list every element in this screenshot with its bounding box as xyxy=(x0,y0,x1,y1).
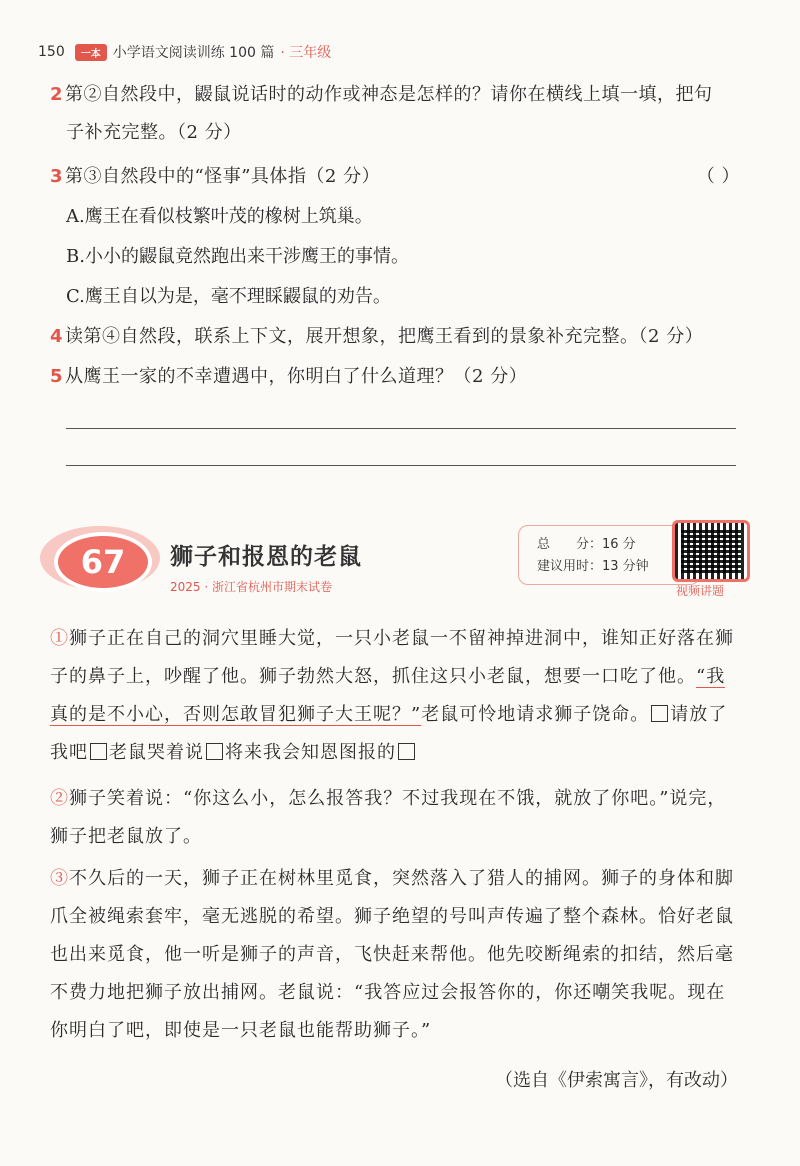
story-title: 狮子和报恩的老鼠 xyxy=(170,544,362,570)
question-text-cont: 子补充完整。（2 分） xyxy=(66,122,242,143)
paragraph-2 xyxy=(50,780,740,856)
paragraph-marker: ② xyxy=(50,788,69,809)
question-text: 第②自然段中，鼹鼠说话时的动作或神态是怎样的？请你在横线上填一填，把句 xyxy=(65,84,713,105)
question-text: 从鹰王一家的不幸遭遇中，你明白了什么道理？（2 分） xyxy=(65,366,528,387)
punctuation-box[interactable] xyxy=(206,743,223,760)
question-text: 读第④自然段，联系上下文，展开想象，把鹰王看到的景象补充完整。（2 分） xyxy=(65,326,704,347)
paragraph-text: 请放了我吧 xyxy=(50,704,728,763)
option-c: C.鹰王自以为是，毫不理睬鼹鼠的劝告。 xyxy=(66,286,391,307)
question-number: 5 xyxy=(50,366,64,387)
paragraph-text: 不久后的一天，狮子正在树林里觅食，突然落入了猎人的捕网。狮子的身体和脚爪全被绳索套牢，毫无逃脱的希望。狮子绝望的号叫声传遍了整个森林。恰好老鼠也出来觅食，他一听是狮子的声音，飞快赶来帮他。他先咬断绳索的扣结，然后毫不费力地把狮子放出捕网。老鼠说：“我答应过会报答你的，你还嘲笑我呢。现在你明白了吧，即使是一只老鼠也能帮助狮子。” xyxy=(50,868,734,1041)
grade-label: · 三年级 xyxy=(280,45,332,61)
paragraph-text: 狮子笑着说：“你这么小，怎么报答我？不过我现在不饿，就放了你吧。”说完，狮子把老鼠放了。 xyxy=(50,788,727,847)
question-number: 4 xyxy=(50,326,64,347)
question-4 xyxy=(50,322,750,352)
suggested-time: 建议用时：13 分钟 xyxy=(537,559,649,574)
underlined-sentence: “我真的是不小心，否则怎敢冒犯狮子大王呢？” xyxy=(50,666,726,725)
punctuation-box[interactable] xyxy=(90,743,107,760)
video-explain-label[interactable]: 视频讲题 xyxy=(676,584,725,598)
paragraph-1 xyxy=(50,620,740,772)
question-text: 第③自然段中的“怪事”具体指（2 分） xyxy=(65,166,381,187)
paragraph-text: 老鼠可怜地请求狮子饶命。 xyxy=(421,704,650,725)
qr-code-icon[interactable] xyxy=(672,520,750,582)
citation: （选自《伊索寓言》，有改动） xyxy=(495,1070,738,1091)
paragraph-text: 狮子正在自己的洞穴里睡大觉，一只小老鼠一不留神掉进洞中，谁知正好落在狮子的鼻子上，吵醒了他。狮子勃然大怒，抓住这只小老鼠，想要一口吃了他。 xyxy=(50,628,734,687)
question-2 xyxy=(50,80,740,148)
story-number: 67 xyxy=(54,532,152,592)
book-title: 小学语文阅读训练 100 篇 xyxy=(112,45,275,61)
brand-logo: 一本 xyxy=(75,44,107,61)
option-a: A.鹰王在看似枝繁叶茂的橡树上筑巢。 xyxy=(66,206,373,227)
punctuation-box[interactable] xyxy=(651,705,668,722)
paragraph-marker: ③ xyxy=(50,868,69,889)
question-number: 3 xyxy=(50,166,64,187)
punctuation-box[interactable] xyxy=(398,743,415,760)
paragraph-marker: ① xyxy=(50,628,69,649)
answer-parentheses[interactable]: （ ） xyxy=(696,166,740,187)
question-5 xyxy=(50,362,750,392)
paragraph-3 xyxy=(50,860,740,1050)
question-number: 2 xyxy=(50,84,64,105)
paragraph-text: 老鼠哭着说 xyxy=(109,742,204,763)
paragraph-text: 将来我会知恩图报的 xyxy=(225,742,396,763)
story-number-badge xyxy=(40,526,160,590)
total-score: 总 分：16 分 xyxy=(537,537,636,552)
option-b: B.小小的鼹鼠竟然跑出来干涉鹰王的事情。 xyxy=(66,246,409,267)
page-number: 150 xyxy=(38,44,65,60)
page-header xyxy=(38,42,331,62)
story-title-block xyxy=(40,520,740,610)
question-3 xyxy=(50,162,740,192)
answer-line[interactable] xyxy=(66,465,736,466)
story-source-line: 2025 · 浙江省杭州市期末试卷 xyxy=(170,580,332,594)
answer-line[interactable] xyxy=(66,428,736,429)
